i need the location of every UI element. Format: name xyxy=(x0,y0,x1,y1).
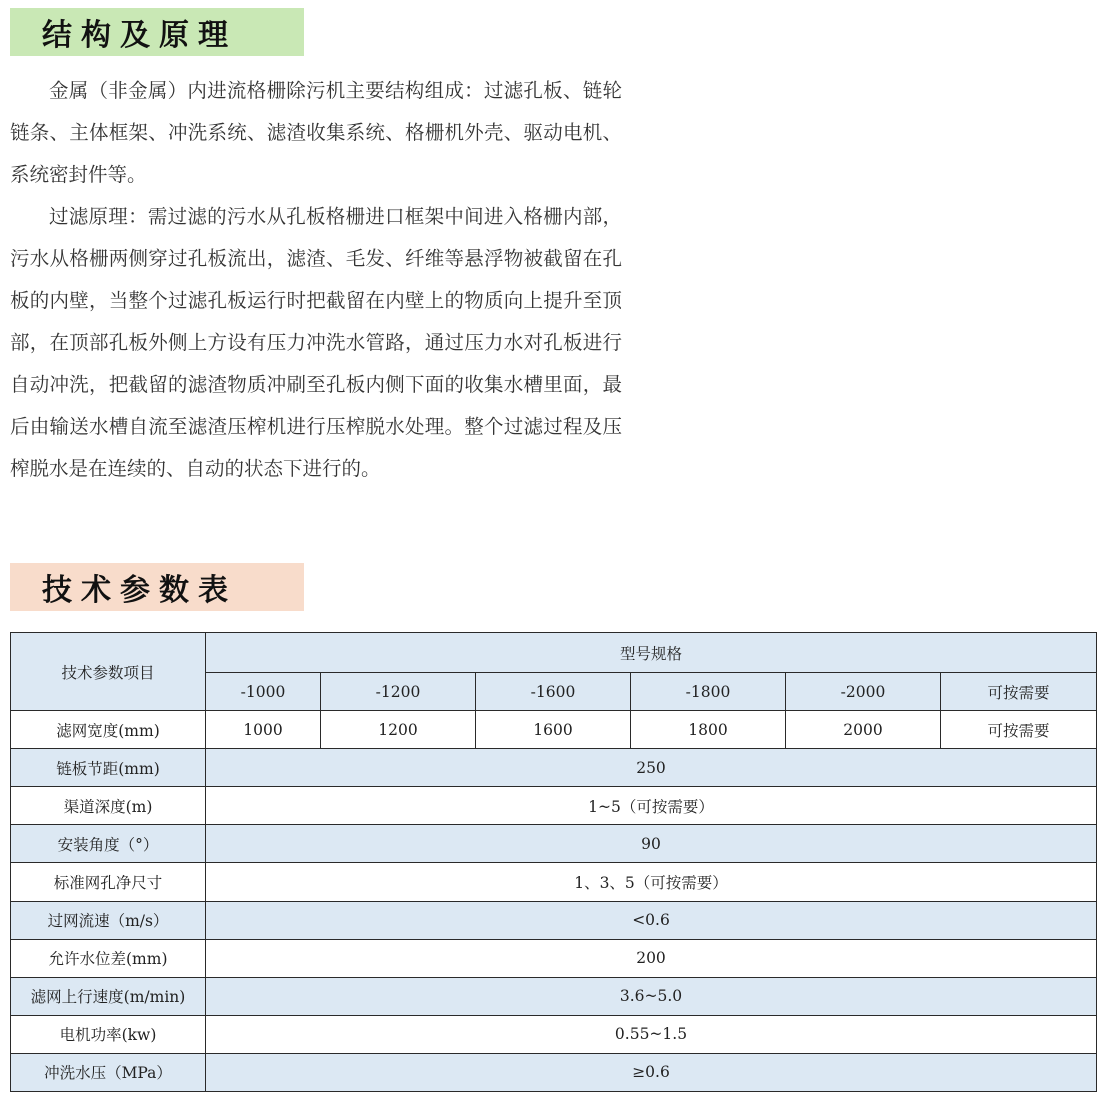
table-row xyxy=(11,825,1097,863)
section-heading-params xyxy=(10,563,304,611)
row-label: 电机功率(kw) xyxy=(11,1015,206,1053)
table-row xyxy=(11,863,1097,901)
model-cell: -1800 xyxy=(631,673,786,711)
row-label: 渠道深度(m) xyxy=(11,787,206,825)
row-label: 标准网孔净尺寸 xyxy=(11,863,206,901)
table-row xyxy=(11,901,1097,939)
row-label: 过网流速（m/s） xyxy=(11,901,206,939)
row-value: 1~5（可按需要） xyxy=(206,787,1097,825)
row-label: 允许水位差(mm) xyxy=(11,939,206,977)
row-label: 滤网宽度(mm) xyxy=(11,711,206,749)
table-row xyxy=(11,977,1097,1015)
row-value: 90 xyxy=(206,825,1097,863)
section-title: 技术参数表 xyxy=(42,573,237,608)
row-label: 冲洗水压（MPa） xyxy=(11,1053,206,1091)
table-row xyxy=(11,711,1097,749)
row-value: 1600 xyxy=(476,711,631,749)
model-cell: -1200 xyxy=(321,673,476,711)
row-value: <0.6 xyxy=(206,901,1097,939)
section-title: 结构及原理 xyxy=(42,18,237,53)
row-value: 1、3、5（可按需要） xyxy=(206,863,1097,901)
section-heading-structure xyxy=(10,8,304,56)
model-cell: -1000 xyxy=(206,673,321,711)
paragraph-structure: 金属（非金属）内进流格栅除污机主要结构组成：过滤孔板、链轮链条、主体框架、冲洗系统、滤渣收集系统、格栅机外壳、驱动电机、系统密封件等。 xyxy=(10,79,622,186)
row-value: 2000 xyxy=(786,711,941,749)
row-value: 1200 xyxy=(321,711,476,749)
table-row xyxy=(11,787,1097,825)
row-value: 250 xyxy=(206,749,1097,787)
row-value: ≥0.6 xyxy=(206,1053,1097,1091)
model-cell: -2000 xyxy=(786,673,941,711)
row-value: 0.55~1.5 xyxy=(206,1015,1097,1053)
row-value: 1800 xyxy=(631,711,786,749)
model-cell: 可按需要 xyxy=(941,673,1097,711)
table-row xyxy=(11,749,1097,787)
model-spec-header: 型号规格 xyxy=(206,633,1097,673)
row-label: 滤网上行速度(m/min) xyxy=(11,977,206,1015)
table-corner-header: 技术参数项目 xyxy=(11,633,206,711)
row-label: 链板节距(mm) xyxy=(11,749,206,787)
model-cell: -1600 xyxy=(476,673,631,711)
row-value: 3.6~5.0 xyxy=(206,977,1097,1015)
structure-description xyxy=(10,70,622,490)
technical-parameters-table xyxy=(10,632,1097,1092)
table-row xyxy=(11,939,1097,977)
paragraph-principle: 过滤原理：需过滤的污水从孔板格栅进口框架中间进入格栅内部，污水从格栅两侧穿过孔板流出，滤渣、毛发、纤维等悬浮物被截留在孔板的内壁，当整个过滤孔板运行时把截留在内壁上的物质向上提升至顶部，在顶部孔板外侧上方设有压力冲洗水管路，通过压力水对孔板进行自动冲洗，把截留的滤渣物质冲刷至孔板内侧下面的收集水槽里面，最后由输送水槽自流至滤渣压榨机进行压榨脱水处理。整个过滤过程及压榨脱水是在连续的、自动的状态下进行的。 xyxy=(10,205,622,480)
row-value: 200 xyxy=(206,939,1097,977)
table-row xyxy=(11,1015,1097,1053)
row-label: 安装角度（°） xyxy=(11,825,206,863)
row-value: 可按需要 xyxy=(941,711,1097,749)
row-value: 1000 xyxy=(206,711,321,749)
table-row xyxy=(11,1053,1097,1091)
